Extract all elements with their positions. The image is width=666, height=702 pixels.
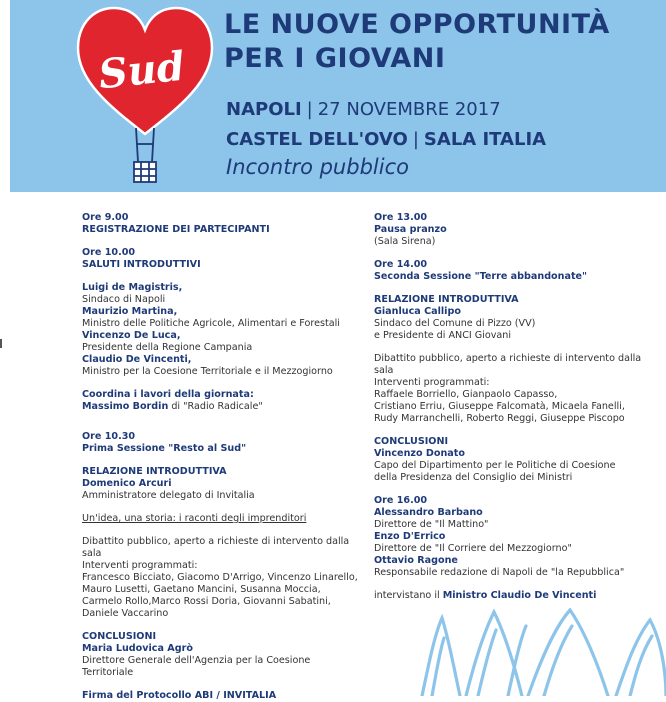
- conclusions-role: Capo del Dipartimento per le Politiche di Coesione: [374, 460, 616, 471]
- speaker-role: Ministro delle Politiche Agricole, Alimentari e Forestali: [82, 318, 340, 329]
- session-1-title: Prima Sessione "Resto al Sud": [82, 443, 247, 454]
- time-1030: Ore 10.30: [82, 431, 136, 442]
- debate-line: Mauro Lusetti, Gaetano Mancini, Susanna Moccia,: [82, 584, 321, 595]
- event-date: 27 NOVEMBRE 2017: [317, 99, 501, 120]
- session-2-title: Seconda Sessione "Terre abbandonate": [374, 271, 588, 282]
- debate-line: Daniele Vaccarino: [82, 608, 169, 619]
- intro-speaker-role: Sindaco del Comune di Pizzo (VV): [374, 318, 536, 329]
- coordinator-line: [82, 401, 362, 413]
- mountain-icon: [422, 610, 666, 696]
- mountains-decoration: [420, 608, 666, 696]
- speaker-name: Claudio De Vincenti,: [82, 354, 192, 365]
- date-line: NAPOLI | 27 NOVEMBRE 2017: [226, 99, 501, 120]
- program-right-column: [374, 212, 659, 602]
- journalist-name: Enzo D'Errico: [374, 531, 446, 542]
- journalist-name: Ottavio Ragone: [374, 555, 458, 566]
- journalist-name: Alessandro Barbano: [374, 507, 483, 518]
- stories-item: Un'idea, una storia: i raconti degli imprenditori: [82, 513, 307, 524]
- speaker-name: Luigi de Magistris,: [82, 282, 183, 293]
- journalist-role: Direttore de "Il Mattino": [374, 519, 489, 530]
- logo-text: Sud: [96, 42, 187, 99]
- intro-speaker-name: Domenico Arcuri: [82, 478, 172, 489]
- time-1000: Ore 10.00: [82, 247, 136, 258]
- interview-line: [374, 590, 659, 602]
- conclusions-label: CONCLUSIONI: [374, 436, 449, 447]
- journalist-role: Direttore de "Il Corriere del Mezzogiorno": [374, 543, 572, 554]
- room: SALA ITALIA: [423, 129, 547, 150]
- debate-line: Interventi programmati:: [82, 560, 198, 571]
- edge-mark: [0, 339, 2, 348]
- debate-line: Interventi programmati:: [374, 377, 490, 388]
- time-1400: Ore 14.00: [374, 259, 428, 270]
- coordinator-name: Massimo Bordin: [82, 401, 169, 412]
- event-type: Incontro pubblico: [226, 155, 409, 179]
- registration-item: REGISTRAZIONE DEI PARTECIPANTI: [82, 224, 270, 235]
- conclusions-label: CONCLUSIONI: [82, 631, 157, 642]
- coordinator-label: Coordina i lavori della giornata:: [82, 389, 254, 400]
- venue-line: CASTEL DELL'OVO | SALA ITALIA: [226, 129, 547, 150]
- debate-line: Dibattito pubblico, aperto a richieste di intervento dalla sala: [374, 353, 642, 376]
- title-line-1: LE NUOVE OPPORTUNITÀ: [224, 9, 610, 40]
- conclusions-name: Maria Ludovica Agrò: [82, 643, 193, 654]
- time-1300: Ore 13.00: [374, 212, 428, 223]
- journalist-role: Responsabile redazione di Napoli de "la Repubblica": [374, 567, 625, 578]
- lunch-place: (Sala Sirena): [374, 236, 436, 247]
- conclusions-role: Direttore Generale dell'Agenzia per la Coesione Territoriale: [82, 655, 311, 678]
- page-title: [224, 8, 610, 76]
- conclusions-name: Vincenzo Donato: [374, 448, 465, 459]
- program-left-column: [82, 212, 362, 702]
- city: NAPOLI: [226, 99, 302, 120]
- debate-line: Raffaele Borriello, Gianpaolo Capasso,: [374, 389, 558, 400]
- coordinator-outlet: di "Radio Radicale": [168, 401, 263, 412]
- intro-label: RELAZIONE INTRODUTTIVA: [82, 466, 227, 477]
- intro-label: RELAZIONE INTRODUTTIVA: [374, 294, 519, 305]
- debate-line: Carmelo Rollo,Marco Rossi Doria, Giovanni Sabatini,: [82, 596, 331, 607]
- time-900: Ore 9.00: [82, 212, 129, 223]
- debate-line: Dibattito pubblico, aperto a richieste di intervento dalla sala: [82, 536, 350, 559]
- balloon-basket-icon: [134, 128, 156, 182]
- debate-line: Rudy Marranchelli, Roberto Reggi, Giuseppe Piscopo: [374, 413, 625, 424]
- interview-prefix: intervistano il: [374, 590, 443, 601]
- conclusions-role: della Presidenza del Consiglio dei Ministri: [374, 472, 573, 483]
- debate-line: Cristiano Erriu, Giuseppe Falcomatà, Micaela Fanelli,: [374, 401, 625, 412]
- time-1600: Ore 16.00: [374, 495, 428, 506]
- protocol-item: Firma del Protocollo ABI / INVITALIA: [82, 690, 277, 701]
- intro-speaker-name: Gianluca Callipo: [374, 306, 461, 317]
- speaker-name: Vincenzo De Luca,: [82, 330, 181, 341]
- speaker-name: Maurizio Martina,: [82, 306, 178, 317]
- speaker-role: Ministro per la Coesione Territoriale e il Mezzogiorno: [82, 366, 333, 377]
- heart-balloon-logo: [76, 4, 214, 192]
- greetings-item: SALUTI INTRODUTTIVI: [82, 259, 201, 270]
- page-edge: [0, 0, 10, 696]
- intro-speaker-role: Amministratore delegato di Invitalia: [82, 490, 255, 501]
- speaker-role: Sindaco di Napoli: [82, 294, 166, 305]
- title-line-2: PER I GIOVANI: [224, 43, 446, 74]
- debate-line: Francesco Bicciato, Giacomo D'Arrigo, Vincenzo Linarello,: [82, 572, 358, 583]
- venue: CASTEL DELL'OVO: [226, 129, 408, 150]
- interview-name: Ministro Claudio De Vincenti: [442, 590, 597, 601]
- intro-speaker-role: e Presidente di ANCI Giovani: [374, 330, 512, 341]
- speaker-role: Presidente della Regione Campania: [82, 342, 253, 353]
- lunch-item: Pausa pranzo: [374, 224, 447, 235]
